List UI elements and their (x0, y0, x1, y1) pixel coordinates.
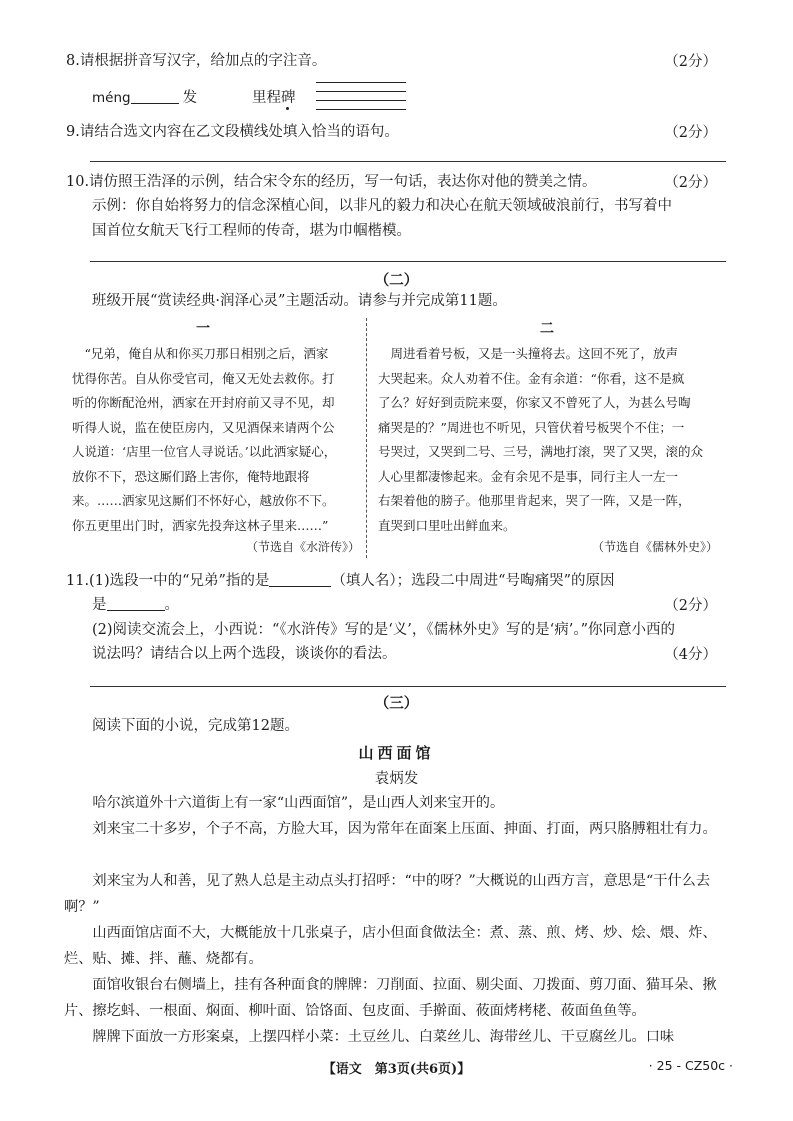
section-3-heading: （三） (374, 695, 419, 712)
q11-answer-line[interactable] (90, 686, 726, 687)
story-author: 袁炳发 (374, 771, 419, 787)
col1-line: 人说道：‘店里一位官人寻说话。’以此洒家疑心， (72, 444, 337, 459)
col1-line: 来。……洒家见这厮们不怀好心，越放你不下。 (72, 493, 335, 508)
q11-name-blank[interactable] (269, 572, 331, 587)
column-1-excerpt (72, 342, 358, 538)
story-title: 山西面馆 (358, 744, 435, 762)
section-2-heading: （二） (374, 272, 419, 289)
story-paragraph: 刘来宝二十多岁，个子不高，方脸大耳，因为常年在面案上压面、抻面、打面，两只胳膊粗壮有力。 (92, 821, 717, 837)
q10-answer-line[interactable] (90, 261, 726, 262)
story-paragraph: 刘来宝为人和善，见了熟人总是主动点头打招呼：“中的呀？”大概说的山西方言，意思是“干什么去啊？” (64, 873, 711, 915)
page-footer: 【语文 第3页(共6页)】 (322, 1062, 471, 1077)
section-2-intro: 班级开展“赏读经典·润泽心灵”主题活动。请参与并完成第11题。 (92, 293, 507, 309)
q10-example-line-1: 示例：你自始将努力的信念深植心间，以非凡的毅力和决心在航天领域破浪前行，书写着中 (92, 198, 672, 214)
col2-line: 号哭过，又哭到二号、三号，满地打滚，哭了又哭，滚的众 (378, 444, 704, 459)
column-2-source: （节选自《儒林外史》） (592, 540, 719, 554)
q11-part1-text-b: （填人名）；选段二中周进“号啕痛哭”的原因 (331, 573, 615, 589)
q8-item-1 (92, 87, 197, 109)
q11-part1-period: 。 (164, 597, 179, 613)
column-2-excerpt (378, 342, 724, 538)
q8-score: （2分） (664, 54, 717, 70)
story-paragraph: 山西面馆店面不大，大概能放十几张桌子，店小但面食做法全：煮、蒸、煎、烤、炒、烩、煨、炸、烂、贴、摊、拌、蘸、烧都有。 (64, 925, 717, 967)
q11-part1-text-c: 是 (92, 597, 107, 613)
story-paragraph: 牌牌下面放一方形案桌，上摆四样小菜：土豆丝儿、白菜丝儿、海带丝儿、干豆腐丝儿。口味 (92, 1029, 675, 1045)
q10-score: （2分） (664, 175, 717, 191)
col1-line: 放你不下，恐这厮们路上害你，俺特地跟将 (72, 468, 310, 484)
col1-line: 听的你断配沧州，洒家在开封府前又寻不见，却 (72, 395, 335, 410)
emphasis-dot (286, 107, 289, 110)
q9-score: （2分） (664, 125, 717, 141)
q8-word (252, 87, 296, 109)
q8-word-text: 里程碑 (252, 90, 296, 106)
col1-line: “兄弟，俺自从和你买刀那日相别之后，洒家 (84, 346, 329, 361)
col2-line: 人心里都凄惨起来。金有余见不是事，同行主人一左一 (378, 468, 679, 484)
column-divider (366, 318, 367, 558)
col2-line: 大哭起来。众人劝着不住。金有余道：“你看，这不是疯 (378, 370, 685, 386)
col2-line: 痛哭是的？”周进也不听见，只管伏着号板哭个不住；一 (378, 419, 685, 435)
q11-reason-blank[interactable] (107, 596, 165, 611)
q11-part1-line1 (66, 570, 615, 592)
col2-line: 直哭到口里吐出鲜血来。 (378, 517, 516, 533)
q11-part1-text-a: 11.(1)选段一中的“兄弟”指的是 (66, 573, 270, 589)
q11-part2-line1: (2)阅读交流会上，小西说：“《水浒传》写的是‘义’，《儒林外史》写的是‘病’。”你同意小西的 (92, 622, 676, 638)
column-1-title: 一 (196, 321, 210, 337)
col2-line: 周进看着号板，又是一头撞将去。这回不死了，放声 (390, 346, 679, 361)
q8-prompt: 8.请根据拼音写汉字，给加点的字注音。 (66, 53, 327, 69)
q9-prompt: 9.请结合选文内容在乙文段横线处填入恰当的语句。 (66, 124, 399, 140)
q11-part1-line2 (92, 594, 179, 616)
q9-answer-line[interactable] (90, 161, 726, 162)
q10-example-line-2: 国首位女航天飞行工程师的传奇，堪为巾帼楷模。 (92, 223, 411, 239)
col1-line: 你五更里出门时，洒家先投奔这林子里来……” (72, 517, 329, 533)
col2-line: 右架着他的膀子。他那里肯起来，哭了一阵，又是一阵， (378, 493, 691, 508)
q10-prompt: 10.请仿照王浩泽的示例，结合宋令东的经历，写一句话，表达你对他的赞美之情。 (66, 174, 597, 190)
story-paragraph: 哈尔滨道外十六道街上有一家“山西面馆”，是山西人刘来宝开的。 (92, 795, 505, 811)
column-1-source: （节选自《水浒传》） (246, 540, 361, 554)
q11-part1-score: （2分） (664, 598, 717, 614)
q8-pinyin: méng (92, 90, 131, 106)
column-2-title: 二 (540, 321, 554, 337)
col1-line: 忧得你苦。自从你受官司，俺又无处去救你。打 (72, 370, 335, 386)
q11-part2-line2: 说法吗？请结合以上两个选段，谈谈你的看法。 (92, 646, 397, 662)
q8-four-line-grid[interactable] (316, 82, 406, 110)
section-3-intro: 阅读下面的小说，完成第12题。 (92, 718, 299, 734)
q11-part2-score: （4分） (664, 647, 717, 663)
q8-after-blank: 发 (182, 90, 198, 106)
col1-line: 听得人说，监在使臣房内，又见酒保来请两个公 (72, 419, 335, 435)
q8-answer-blank-1[interactable] (131, 89, 179, 104)
story-paragraph: 面馆收银台右侧墙上，挂有各种面食的牌牌：刀削面、拉面、剔尖面、刀拨面、剪刀面、猫耳朵、揪片、擦圪蚪、一根面、焖面、柳叶面、饸饹面、包皮面、手擀面、莜面烤栲栳、莜面鱼鱼等。 (64, 977, 717, 1019)
exam-code: · 25 - CZ50c · (648, 1058, 733, 1073)
col2-line: 了么？好好到贡院来耍，你家又不曾死了人，为甚么号啕 (378, 395, 691, 410)
